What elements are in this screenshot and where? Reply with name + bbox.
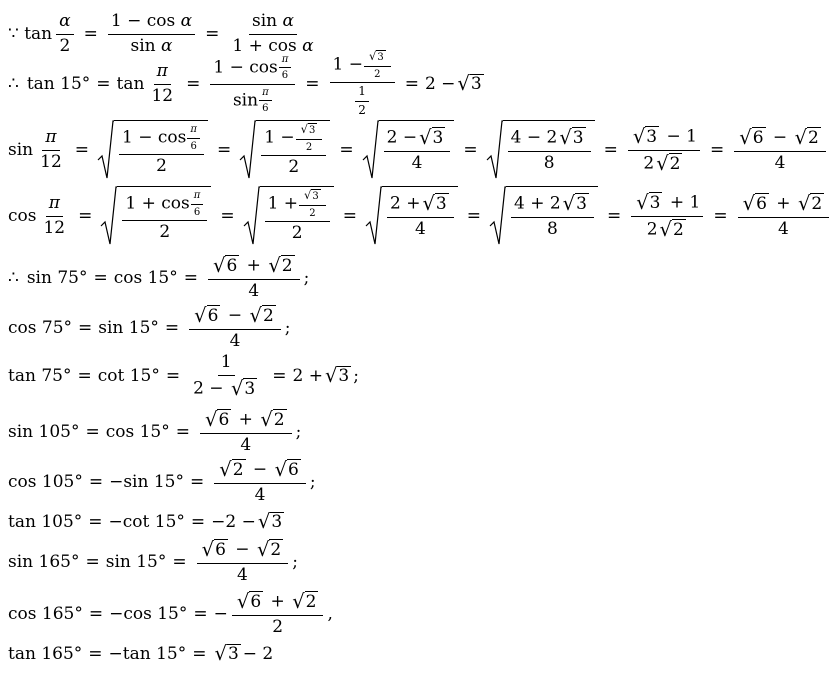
equation-line-12: cos 165° = −cos 15° = − √ 6 + √ 2 2 , (8, 589, 333, 637)
equation-line-2: ∴ tan 15° = tan $\frac{\pi}{12}$ = 1 − cos $\frac{\pi}{6}$ sin $\frac{\pi}{6}$ = 1 − √ 3 2 $\frac{1}{2}$ = 2 − √ 3 (8, 49, 482, 117)
equation-line-3: sin $\frac{\pi}{12}$ = 1 − cos $\frac{\pi}{6}$ 2 = 1 − √ 3 2 2 = 2 − √ 3 4 = 4 − 2 √ 3 8 = √ 3 − 1 2 √ 2 = √ 6 − √ 2 4 (8, 130, 830, 170)
equation-line-13: tan 165° = −tan 15° = √ 3 − 2 (8, 642, 274, 666)
equation-line-10: tan 105° = −cot 15° = −2 − √ 3 (8, 510, 283, 534)
equation-line-9: cos 105° = −sin 15° = √ 2 − √ 6 4 ; (8, 457, 316, 505)
equation-line-4: cos $\frac{\pi}{12}$ = 1 + cos $\frac{\pi}{6}$ 2 = 1 + √ 3 2 2 = 2 + √ 3 4 = 4 + 2 √ 3 8 = √ 3 + 1 2 √ 2 = √ 6 + √ 2 4 (8, 196, 833, 236)
equation-line-1: ∵ tan $\frac{\alpha}{2}$ = $\frac{\text{1 − cos α}}{\text{sin α}}$ = $\frac{\text{sin α}}{\text{1 + cos α}}$ (8, 10, 314, 56)
equation-line-7: tan 75° = cot 15° = 1 2 − √ 3 = 2 + √ 3 ; (8, 351, 359, 400)
equation-line-11: sin 165° = sin 15° = √ 6 − √ 2 4 ; (8, 537, 298, 585)
equation-line-6: cos 75° = sin 15° = √ 6 − √ 2 4 ; (8, 303, 291, 351)
equation-line-5: ∴ sin 75° = cos 15° = √ 6 + √ 2 4 ; (8, 253, 310, 301)
equation-line-8: sin 105° = cos 15° = √ 6 + √ 2 4 ; (8, 407, 302, 455)
